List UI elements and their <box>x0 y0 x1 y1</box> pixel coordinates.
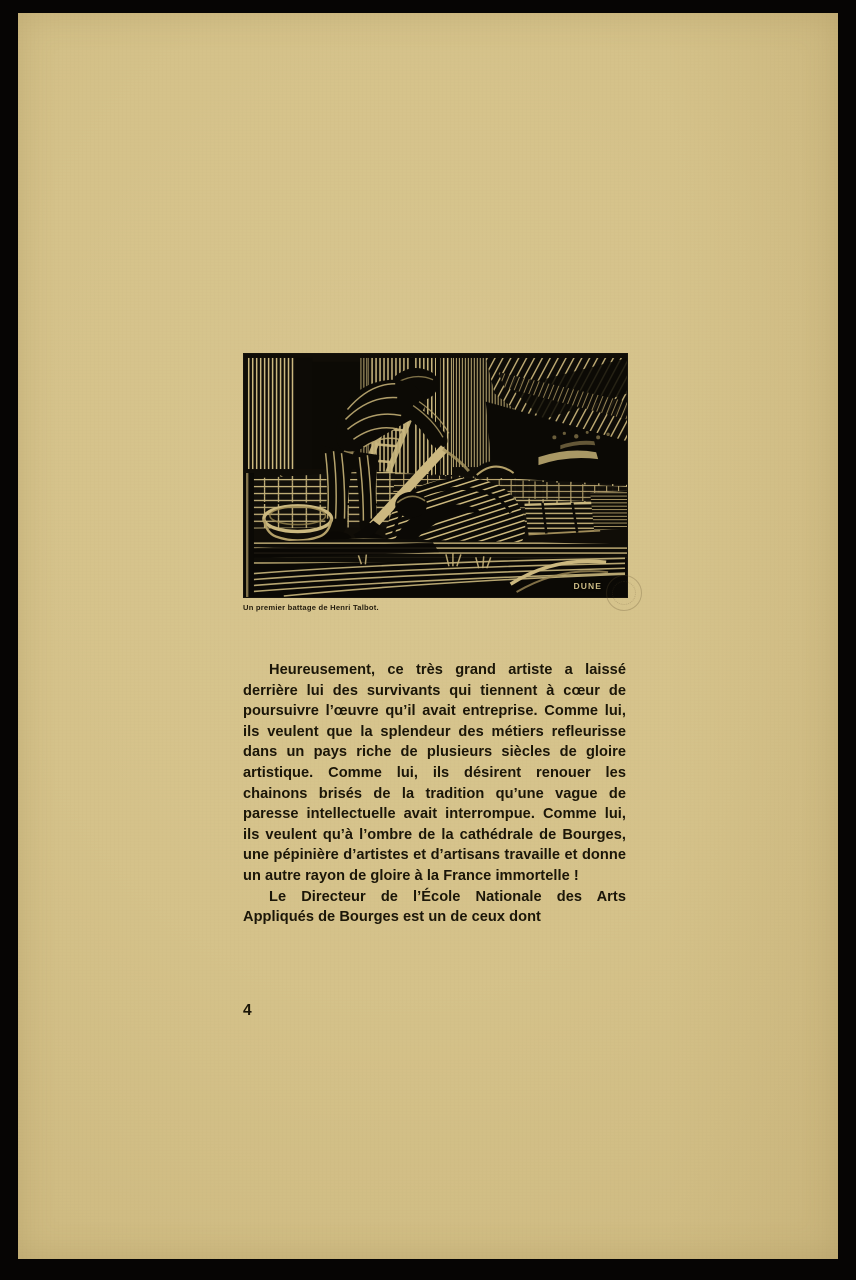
page-number: 4 <box>243 1001 252 1019</box>
content-column <box>243 353 628 1020</box>
body-text <box>243 660 626 928</box>
artist-signature: DUNE <box>573 581 602 591</box>
paragraph-1 <box>243 660 626 887</box>
collection-stamp <box>606 575 642 611</box>
woodcut-threshing-scene-image <box>243 353 628 598</box>
paragraph-2 <box>243 887 626 928</box>
paragraph-1-text: Heureusement, ce très grand artiste a laissé derrière lui des survivants qui tiennent à cœur de poursuivre l’œuvre qu’il avait entreprise. Comme lui, ils veulent que la splendeur des métiers refleurisse dans un pays riche de plusieurs siècles de gloire artistique. Comme lui, ils désirent renouer les chainons brisés de la tradition qu’une vague de paresse intellectuelle avait interrompue. Comme lui, ils veulent qu’à l’ombre de la cathédrale de Bourges, une pépinière d’artistes et d’artisans travaille et donne un autre rayon de gloire à la France immortelle ! <box>243 662 626 884</box>
paper-gutter-shading <box>668 13 838 1259</box>
illustration-block <box>243 353 628 598</box>
paper-sheet <box>18 13 838 1259</box>
paragraph-2-text: Le Directeur de l’École Nationale des Arts Appliqués de Bourges est un de ceux dont <box>243 888 626 926</box>
figure-caption: Un premier battage de Henri Talbot. <box>243 603 379 612</box>
